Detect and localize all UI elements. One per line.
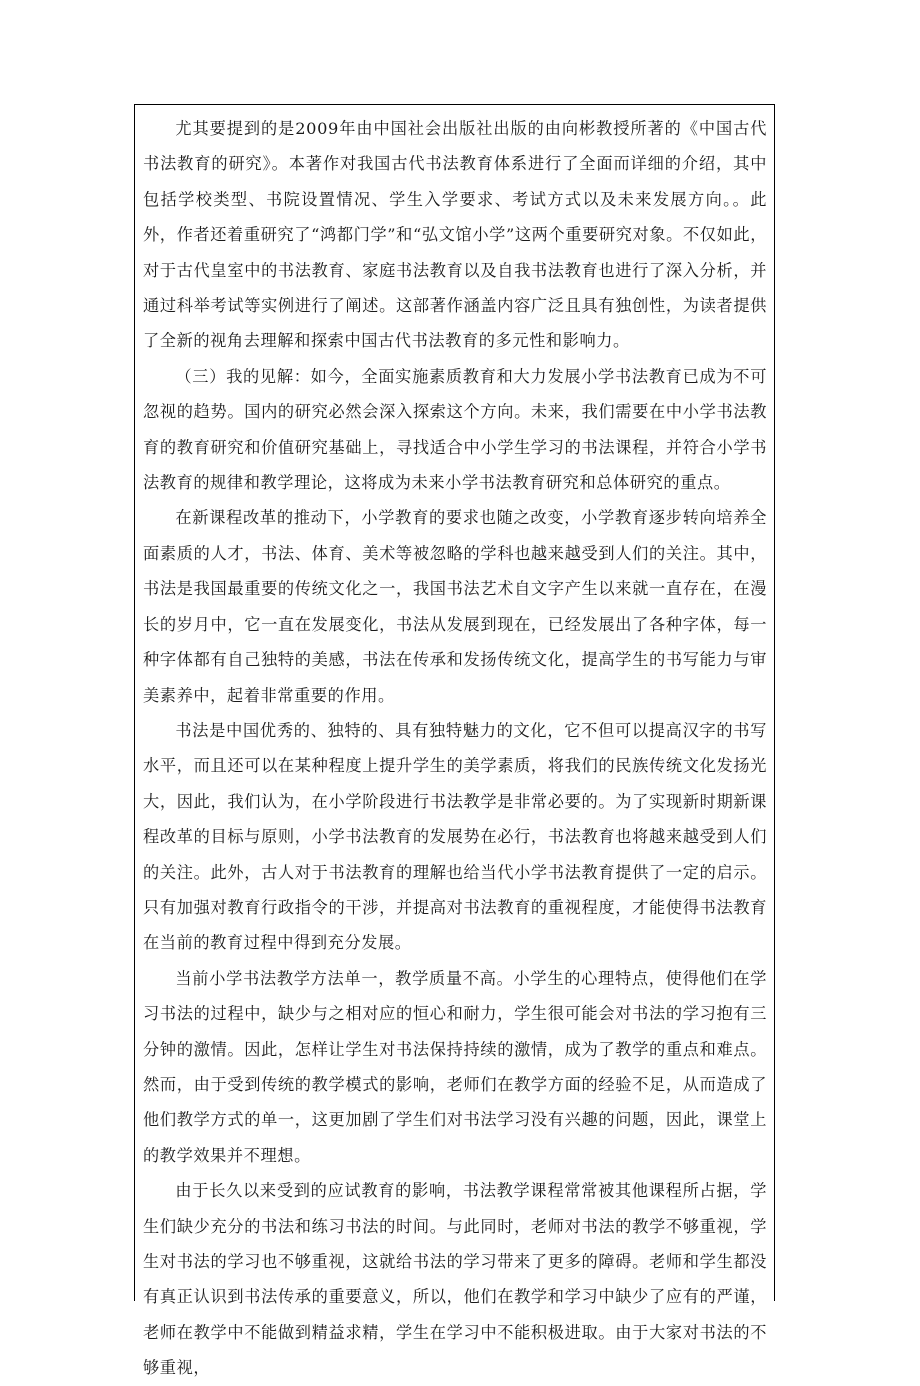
paragraph-literature-review: 尤其要提到的是2009年由中国社会出版社出版的由向彬教授所著的《中国古代书法教育的研究》。本著作对我国古代书法教育体系进行了全面而详细的介绍，其中包括学校类型、书院设置情况、学生入学要求、考试方式以及未来发展方向。。此外，作者还着重研究了“鸿都门学”和“弘文馆小学”这两个重要研究对象。不仅如此，对于古代皇室中的书法教育、家庭书法教育以及自我书法教育也进行了深入分析，并通过科举考试等实例进行了阐述。这部著作涵盖内容广泛且具有独创性，为读者提供了全新的视角去理解和探索中国古代书法教育的多元性和影响力。 xyxy=(143,119,767,351)
table-cell-frame xyxy=(134,104,775,1378)
paragraph-my-opinion: （三）我的见解：如今，全面实施素质教育和大力发展小学书法教育已成为不可忽视的趋势。国内的研究必然会深入探索这个方向。未来，我们需要在中小学书法教育的教育研究和价值研究基础上，寻找适合中小学生学习的书法课程，并符合小学书法教育的规律和教学理论，这将成为未来小学书法教育研究和总体研究的重点。 xyxy=(143,366,767,493)
paragraph-curriculum-reform: 在新课程改革的推动下，小学教育的要求也随之改变，小学教育逐步转向培养全面素质的人才，书法、体育、美术等被忽略的学科也越来越受到人们的关注。其中，书法是我国最重要的传统文化之一，我国书法艺术自文字产生以来就一直存在，在漫长的岁月中，它一直在发展变化，书法从发展到现在，已经发展出了各种字体，每一种字体都有自己独特的美感，书法在传承和发扬传统文化，提高学生的书写能力与审美素养中，起着非常重要的作用。 xyxy=(143,508,767,705)
paragraph-teaching-methods: 当前小学书法教学方法单一，教学质量不高。小学生的心理特点，使得他们在学习书法的过程中，缺少与之相对应的恒心和耐力，学生很可能会对书法的学习抱有三分钟的激情。因此，怎样让学生对书法保持持续的激情，成为了教学的重点和难点。然而，由于受到传统的教学模式的影响，老师们在教学方面的经验不足，从而造成了他们教学方式的单一，这更加剧了学生们对书法学习没有兴趣的问题，因此，课堂上的教学效果并不理想。 xyxy=(143,968,767,1165)
document-body xyxy=(143,111,767,1386)
paragraph-calligraphy-culture: 书法是中国优秀的、独特的、具有独特魅力的文化，它不但可以提高汉字的书写水平，而且还可以在某种程度上提升学生的美学素质，将我们的民族传统文化发扬光大，因此，我们认为，在小学阶段进行书法教学是非常必要的。为了实现新时期新课程改革的目标与原则，小学书法教育的发展势在必行，书法教育也将越来越受到人们的关注。此外，古人对于书法教育的理解也给当代小学书法教育提供了一定的启示。只有加强对教育行政指令的干涉，并提高对书法教育的重视程度，才能使得书法教育在当前的教育过程中得到充分发展。 xyxy=(143,720,767,953)
paragraph-exam-education: 由于长久以来受到的应试教育的影响，书法教学课程常常被其他课程所占据，学生们缺少充分的书法和练习书法的时间。与此同时，老师对书法的教学不够重视，学生对书法的学习也不够重视，这就给书法的学习带来了更多的障碍。老师和学生都没有真正认识到书法传承的重要意义，所以，他们在教学和学习中缺少了应有的严谨，老师在教学中不能做到精益求精，学生在学习中不能积极进取。由于大家对书法的不够重视， xyxy=(143,1181,767,1378)
